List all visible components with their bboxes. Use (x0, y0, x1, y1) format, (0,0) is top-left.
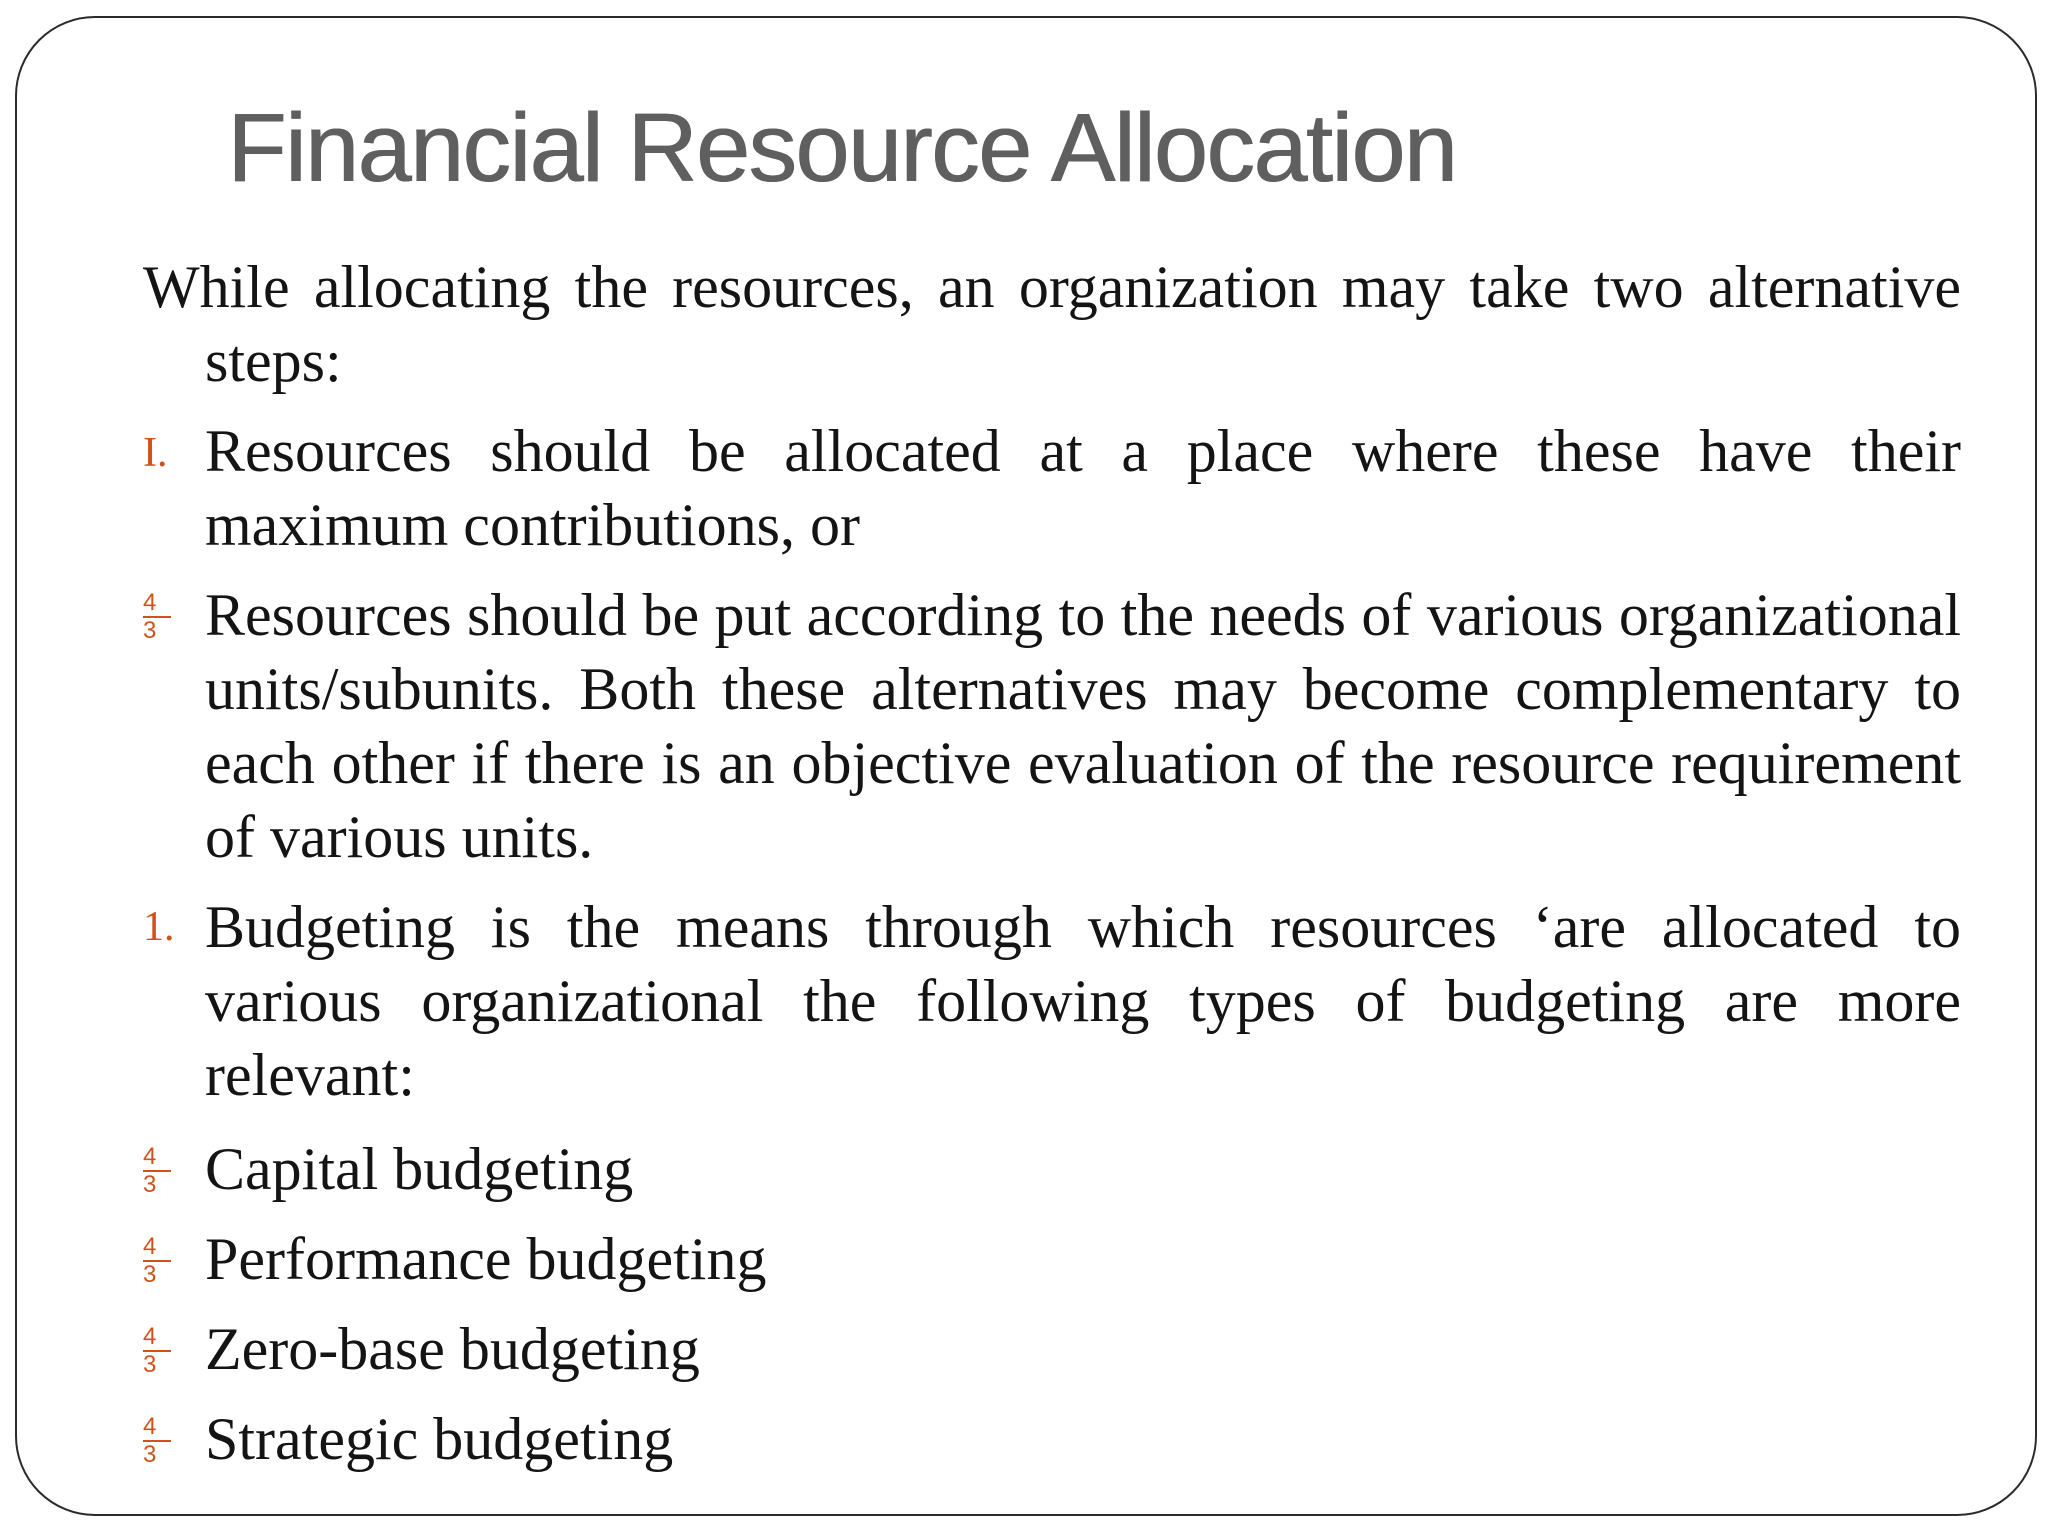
list-item (143, 890, 1961, 1112)
slide-title: Financial Resource Allocation (227, 93, 1456, 202)
budget-types-list (143, 1124, 1961, 1484)
fraction-bullet-icon: $\frac{4}{3}$ (143, 1415, 171, 1467)
list-item-text: Resources should be allocated at a place where these have their maximum contributions, or (205, 418, 1961, 558)
intro-paragraph: While allocating the resources, an organization may take two alternative steps: (143, 254, 1961, 394)
fraction-bullet-icon: $\frac{4}{3}$ (143, 1145, 171, 1197)
list-item-text: Budgeting is the means through which resources ‘are allocated to various organizational the following types of budgeting are more relevant: (205, 894, 1961, 1108)
slide-body (143, 250, 1961, 1484)
budget-type-item (143, 1124, 1961, 1214)
budget-type-item (143, 1304, 1961, 1394)
budget-type-item (143, 1394, 1961, 1484)
list-item (143, 578, 1961, 874)
budget-type-text: Zero-base budgeting (205, 1316, 700, 1382)
budget-type-item (143, 1214, 1961, 1304)
budget-type-text: Capital budgeting (205, 1136, 634, 1202)
fraction-bullet-icon: $\frac{4}{3}$ (143, 1235, 171, 1287)
fraction-bullet-icon: $\frac{4}{3}$ (143, 591, 171, 643)
budget-type-text: Performance budgeting (205, 1226, 767, 1292)
fraction-bullet-icon: $\frac{4}{3}$ (143, 1325, 171, 1377)
list-item (143, 414, 1961, 562)
number-marker: 1. (143, 904, 175, 950)
budget-type-text: Strategic budgeting (205, 1406, 674, 1472)
roman-numeral-marker: I. (143, 430, 168, 476)
list-item-text: Resources should be put according to the needs of various organizational units/subunits. Both these alternatives may become complementary to each other if there is an objective evaluation of the resource requirement of various units. (205, 582, 1961, 870)
